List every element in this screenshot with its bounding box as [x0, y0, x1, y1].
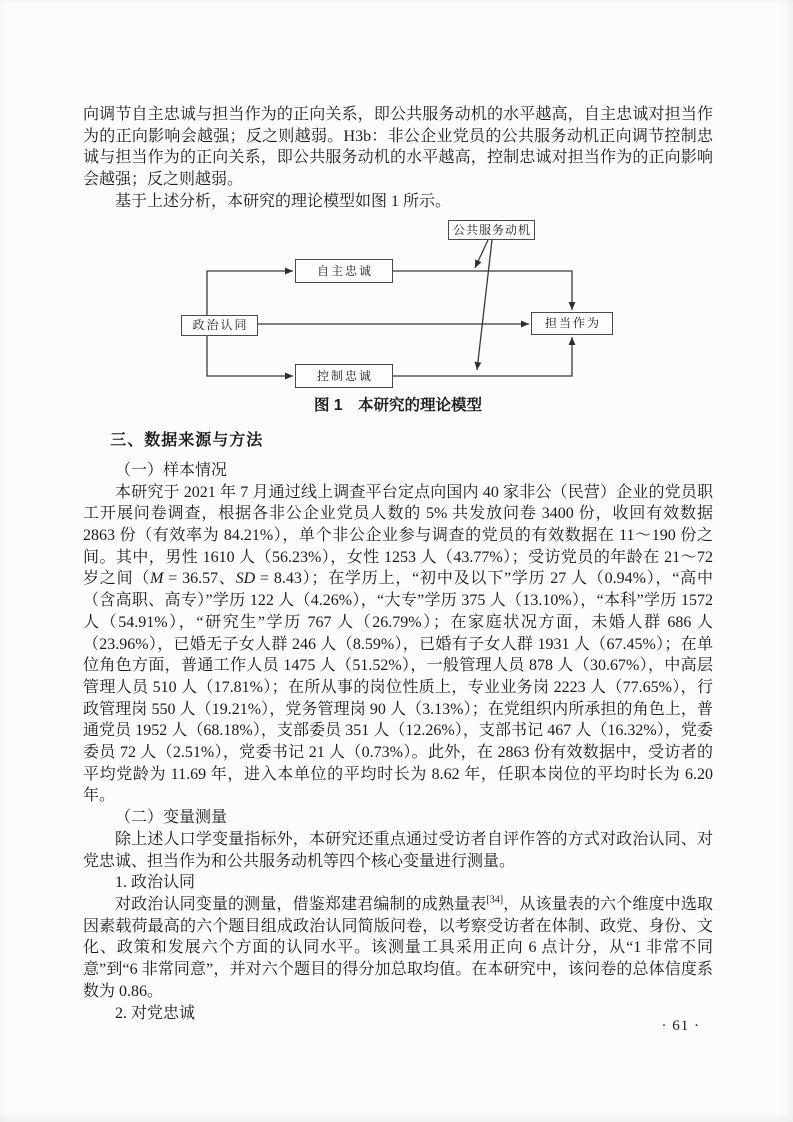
figure-caption: 图 1 本研究的理论模型: [314, 396, 482, 414]
text-run: = 36.57、: [163, 570, 236, 588]
subsection-heading: 1. 政治认同: [115, 874, 196, 892]
arrow-controlled-to-duty: [393, 337, 572, 376]
text-run: ，从该量表的六个维度中选取因素载荷最高的六个题目组成政治认同简版问卷，以考察受访者在体制、政党、身份、文化、政策和发展六个方面的认同水平。该测量工具采用正向 6 点计分，从“1 非常不同意”到“6 非常同意”，并对六个题目的得分加总取均值。在本研究中，该问卷的总体信度系数为 0.86。: [83, 895, 713, 1000]
node-public-service-motivation: 公共服务动机: [448, 220, 535, 240]
arrow-psm-moderates-autonomous-path: [475, 240, 488, 268]
diagram-arrows: [83, 217, 713, 389]
node-duty-behavior: 担当作为: [531, 312, 613, 335]
section-body: [83, 460, 713, 1024]
arrow-political-to-controlled: [207, 336, 293, 376]
text-run: = 8.43）；在学历上，“初中及以下”学历 27 人（0.94%），“高中（含高职、高专）”学历 122 人（4.26%），“大专”学历 375 人（13.10%），“本科”学历 1572 人（54.91%），“研究生”学历 767 人（26.79%）；在家庭状况方面，未婚人群 686 人（23.96%），已婚无子女人群 246 人（8.59%），已婚有子女人群 1931 人（67.45%）；在单位角色方面，普通工作人员 1475 人（51.52%），一般管理人员 878 人（30.67%），中高层管理人员 510 人（17.81%）；在所从事的岗位性质上，专业业务岗 2223 人（77.65%），行政管理岗 550 人（19.21%），党务管理岗 90 人（3.13%）；在党组织内所承担的角色上，普通党员 1952 人（68.18%），支部委员 351 人（12.26%），支部书记 467 人（16.32%），党委委员 72 人（2.51%），党委书记 21 人（0.73%）。此外，在 2863 份有效数据中，受访者的平均党龄为 11.69 年，进入本单位的平均时长为 8.62 年，任职本岗位的平均时长为 6.20 年。: [83, 570, 713, 805]
subsection-heading: 2. 对党忠诚: [115, 1004, 196, 1022]
theory-model-figure: [83, 217, 713, 417]
text-run: 本研究于 2021 年 7 月通过线上调查平台定点向国内 40 家非公（民营）企业的党员职工开展问卷调查，根据各非公企业党员人数的 5% 共发放问卷 3400 份，收回有效数据 2863 份（有效率为 84.21%），单个非公企业参与调查的党员的有效数据在 11～190 份之间。其中，男性 1610 人（56.23%），女性 1253 人（43.77%）；受访党员的年龄在 21～72 岁之间（: [83, 483, 713, 588]
arrow-autonomous-to-duty: [393, 271, 572, 310]
node-controlled-loyalty: 控制忠诚: [295, 364, 393, 388]
section-heading: 三、数据来源与方法: [110, 432, 264, 450]
text-run: 基于上述分析，本研究的理论模型如图 1 所示。: [115, 192, 452, 210]
page-content: [83, 104, 713, 1024]
paragraph: [83, 482, 713, 808]
text-run: M: [150, 570, 164, 588]
node-autonomous-loyalty: 自主忠诚: [295, 259, 393, 283]
citation-superscript: [34]: [486, 894, 504, 906]
page-number: · 61 ·: [661, 1018, 700, 1034]
node-political-identity: 政治认同: [181, 315, 258, 336]
theory-model-diagram: [83, 217, 713, 389]
text-run: SD: [235, 570, 256, 588]
paragraph: [83, 104, 713, 191]
text-run: 向调节自主忠诚与担当作为的正向关系，即公共服务动机的水平越高，自主忠诚对担当作为的正向影响会越强；反之则越弱。H3b：非公企业党员的公共服务动机正向调节控制忠诚与担当作为的正向关系，即公共服务动机的水平越高，控制忠诚对担当作为的正向影响会越强；反之则越弱。: [83, 106, 713, 189]
text-run: 对政治认同变量的测量，借鉴郑建君编制的成熟量表: [115, 895, 487, 913]
text-run: 除上述人口学变量指标外，本研究还重点通过受访者自评作答的方式对政治认同、对党忠诚、担当作为和公共服务动机等四个核心变量进行测量。: [83, 830, 713, 870]
subsection-heading: （二）变量测量: [115, 809, 228, 827]
paragraph: [83, 191, 713, 213]
paragraph: [83, 894, 713, 1003]
paragraph: [83, 829, 713, 872]
intro-paragraphs: [83, 104, 713, 213]
subsection-heading: （一）样本情况: [115, 461, 228, 479]
arrow-political-to-autonomous: [207, 271, 293, 315]
